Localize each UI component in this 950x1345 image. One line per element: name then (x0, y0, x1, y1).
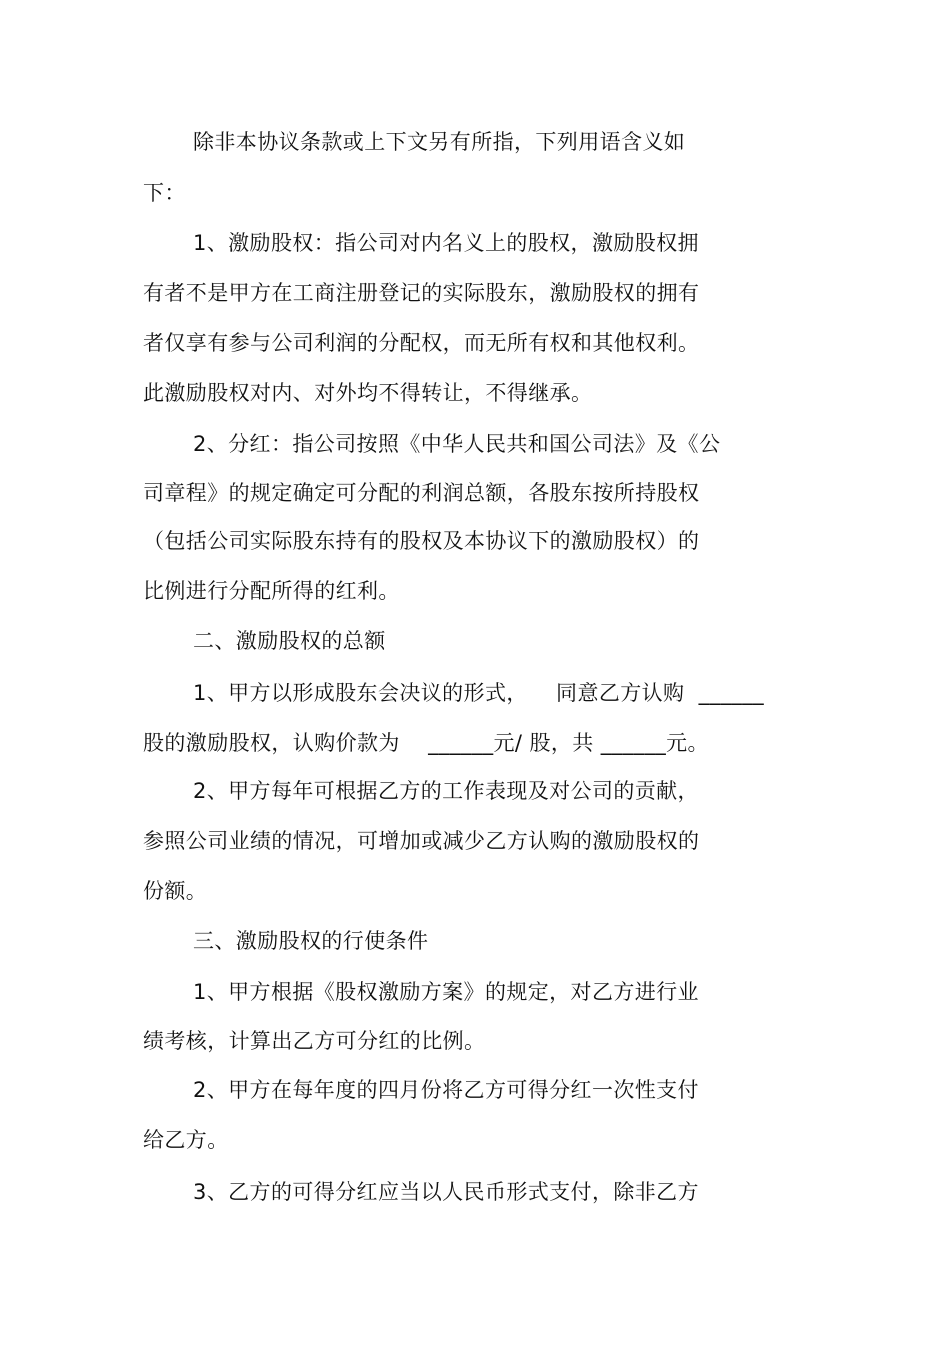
paragraph-line: 比例进行分配所得的红利。 (143, 579, 400, 603)
paragraph-line: 股的激励股权，认购价款为 ______元/ 股，共 ______元。 (143, 731, 709, 755)
paragraph-line: 2、甲方在每年度的四月份将乙方可得分红一次性支付 (193, 1078, 699, 1102)
paragraph-line: 1、甲方根据《股权激励方案》的规定，对乙方进行业 (193, 980, 699, 1004)
paragraph-line: 份额。 (143, 879, 208, 903)
paragraph-line: 2、分红：指公司按照《中华人民共和国公司法》及《公 (193, 432, 721, 456)
paragraph-line: 给乙方。 (143, 1128, 229, 1152)
paragraph-line: 3、乙方的可得分红应当以人民币形式支付，除非乙方 (193, 1180, 699, 1204)
paragraph-line: 有者不是甲方在工商注册登记的实际股东，激励股权的拥有 (143, 281, 700, 305)
paragraph-line: （包括公司实际股东持有的股权及本协议下的激励股权）的 (143, 529, 700, 553)
paragraph-line: 司章程》的规定确定可分配的利润总额，各股东按所持股权 (143, 481, 700, 505)
paragraph-line: 者仅享有参与公司利润的分配权，而无所有权和其他权利。 (143, 331, 700, 355)
section-heading: 二、激励股权的总额 (193, 629, 386, 653)
paragraph-line: 下： (143, 181, 186, 205)
paragraph-line: 2、甲方每年可根据乙方的工作表现及对公司的贡献， (193, 779, 699, 803)
section-heading: 三、激励股权的行使条件 (193, 929, 429, 953)
paragraph-line: 1、甲方以形成股东会决议的形式， 同意乙方认购 ______ (193, 681, 765, 705)
paragraph-line: 1、激励股权：指公司对内名义上的股权，激励股权拥 (193, 231, 699, 255)
paragraph-line: 此激励股权对内、对外均不得转让，不得继承。 (143, 381, 593, 405)
paragraph-line: 绩考核，计算出乙方可分红的比例。 (143, 1029, 486, 1053)
paragraph-line: 除非本协议条款或上下文另有所指，下列用语含义如 (193, 130, 686, 154)
paragraph-line: 参照公司业绩的情况，可增加或减少乙方认购的激励股权的 (143, 829, 700, 853)
